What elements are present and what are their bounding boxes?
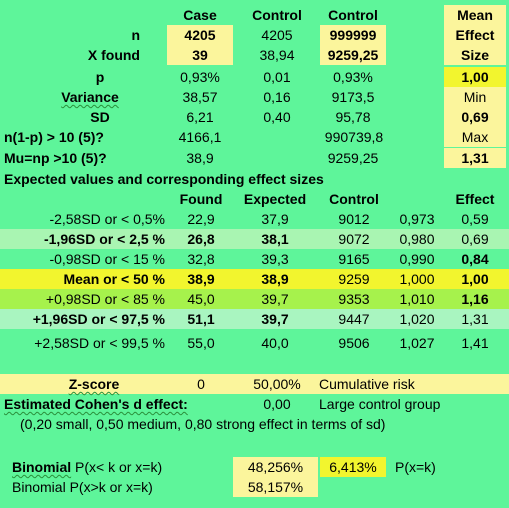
zscore-percent: 50,00% xyxy=(253,376,301,392)
x-found-control-large-input[interactable]: 9259,25 xyxy=(320,45,386,65)
expected-row-expected: 38,1 xyxy=(261,231,289,247)
expected-row-found: 51,1 xyxy=(187,311,215,327)
expected-row-found: 22,9 xyxy=(187,211,215,227)
expected-row-effect: 1,16 xyxy=(461,291,489,307)
n-case-input[interactable]: 4205 xyxy=(167,25,233,45)
expected-row-found: 26,8 xyxy=(187,231,215,247)
zscore-value: 0 xyxy=(197,376,205,392)
expected-row-expected: 39,3 xyxy=(261,251,289,267)
variance-control-large: 9173,5 xyxy=(331,89,375,105)
variance-case: 38,57 xyxy=(182,89,218,105)
p-control-large: 0,93% xyxy=(333,69,373,85)
expected-header-found: Found xyxy=(179,191,223,207)
binomial-eq-value: 6,413% xyxy=(320,457,386,477)
cohen-text: Large control group xyxy=(319,396,441,412)
variance-control: 0,16 xyxy=(263,89,291,105)
expected-row-label: -2,58SD or < 0,5% xyxy=(49,211,165,227)
expected-row-ratio: 0,973 xyxy=(399,211,435,227)
expected-row-effect: 1,31 xyxy=(461,311,489,327)
mean-effect-value: 1,00 xyxy=(444,67,506,87)
expected-row-expected: 38,9 xyxy=(261,271,289,287)
zscore-label: Z-score xyxy=(68,376,120,392)
binomial-leq-value: 48,256% xyxy=(233,457,318,477)
expected-row-label: +1,96SD or < 97,5 % xyxy=(32,311,165,327)
expected-row-control: 9447 xyxy=(338,311,370,327)
sd-label: SD xyxy=(90,109,110,125)
p-case: 0,93% xyxy=(180,69,220,85)
n1p-label: n(1-p) > 10 (5)? xyxy=(4,129,104,145)
expected-row-ratio: 0,980 xyxy=(399,231,435,247)
x-found-label: X found xyxy=(87,47,140,63)
cohen-label: Estimated Cohen's d effect: xyxy=(4,396,188,412)
expected-row-control: 9506 xyxy=(338,335,370,351)
expected-section-title: Expected values and corresponding effect sizes xyxy=(4,171,324,187)
expected-header-control: Control xyxy=(329,191,379,207)
p-label: p xyxy=(95,69,105,85)
expected-row-ratio: 1,020 xyxy=(399,311,435,327)
expected-row-effect: 1,00 xyxy=(461,271,489,287)
sd-control-large: 95,78 xyxy=(335,109,371,125)
expected-row-label: Mean or < 50 % xyxy=(63,271,165,287)
expected-row-found: 45,0 xyxy=(187,291,215,307)
binomial-geq-label: Binomial P(x>k or x=k) xyxy=(12,479,153,495)
expected-header-effect: Effect xyxy=(455,191,495,207)
n-label: n xyxy=(131,27,140,43)
mean-effect-title-1: Mean xyxy=(444,5,506,25)
binomial-geq-value: 58,157% xyxy=(233,477,318,497)
expected-row-expected: 40,0 xyxy=(261,335,289,351)
sd-control: 0,40 xyxy=(263,109,291,125)
expected-row-label: -0,98SD or < 15 % xyxy=(49,251,165,267)
expected-row-ratio: 1,000 xyxy=(399,271,435,287)
n1p-case: 4166,1 xyxy=(178,129,222,145)
mean-effect-title-3: Size xyxy=(444,45,506,65)
expected-row-effect: 0,59 xyxy=(461,211,489,227)
expected-row-control: 9012 xyxy=(338,211,370,227)
expected-row-effect: 0,84 xyxy=(461,251,489,267)
p-control: 0,01 xyxy=(263,69,291,85)
header-case: Case xyxy=(183,7,217,23)
mean-effect-title-2: Effect xyxy=(444,25,506,45)
expected-row-label: +0,98SD or < 85 % xyxy=(45,291,165,307)
cohen-value: 0,00 xyxy=(263,396,291,412)
expected-row-expected: 39,7 xyxy=(261,311,289,327)
cohen-note: (0,20 small, 0,50 medium, 0,80 strong effect in terms of sd) xyxy=(20,416,386,432)
expected-row-expected: 39,7 xyxy=(261,291,289,307)
expected-row-label: -1,96SD or < 2,5 % xyxy=(43,231,165,247)
x-found-case-input[interactable]: 39 xyxy=(167,45,233,65)
munp-control-large: 9259,25 xyxy=(327,150,379,166)
max-value: 1,31 xyxy=(444,148,506,168)
expected-row-control: 9072 xyxy=(338,231,370,247)
munp-label: Mu=np >10 (5)? xyxy=(4,150,107,166)
n-control-large-input[interactable]: 999999 xyxy=(320,25,386,45)
expected-row-control: 9165 xyxy=(338,251,370,267)
expected-row-effect: 0,69 xyxy=(461,231,489,247)
sd-case: 6,21 xyxy=(186,109,214,125)
expected-row-ratio: 0,990 xyxy=(399,251,435,267)
expected-row-effect: 1,41 xyxy=(461,335,489,351)
n-control: 4205 xyxy=(261,27,293,43)
expected-row-ratio: 1,027 xyxy=(399,335,435,351)
min-value: 0,69 xyxy=(444,107,506,127)
expected-row-expected: 37,9 xyxy=(261,211,289,227)
expected-header-expected: Expected xyxy=(243,191,307,207)
header-control: Control xyxy=(252,7,302,23)
expected-row-found: 55,0 xyxy=(187,335,215,351)
binomial-eq-label: P(x=k) xyxy=(395,459,436,475)
munp-case: 38,9 xyxy=(186,150,214,166)
n1p-control-large: 990739,8 xyxy=(324,129,384,145)
zscore-text: Cumulative risk xyxy=(319,376,415,392)
x-found-control: 38,94 xyxy=(259,47,295,63)
expected-row-control: 9259 xyxy=(338,271,370,287)
expected-row-label: +2,58SD or < 99,5 % xyxy=(34,335,165,351)
expected-row-ratio: 1,010 xyxy=(399,291,435,307)
variance-label: Variance xyxy=(61,89,119,105)
expected-row-found: 38,9 xyxy=(187,271,215,287)
max-label: Max xyxy=(444,127,506,147)
binomial-leq-label: Binomial P(x< k or x=k) xyxy=(12,459,163,475)
expected-row-found: 32,8 xyxy=(187,251,215,267)
expected-row-control: 9353 xyxy=(338,291,370,307)
header-control-large: Control xyxy=(328,7,378,23)
min-label: Min xyxy=(444,87,506,107)
